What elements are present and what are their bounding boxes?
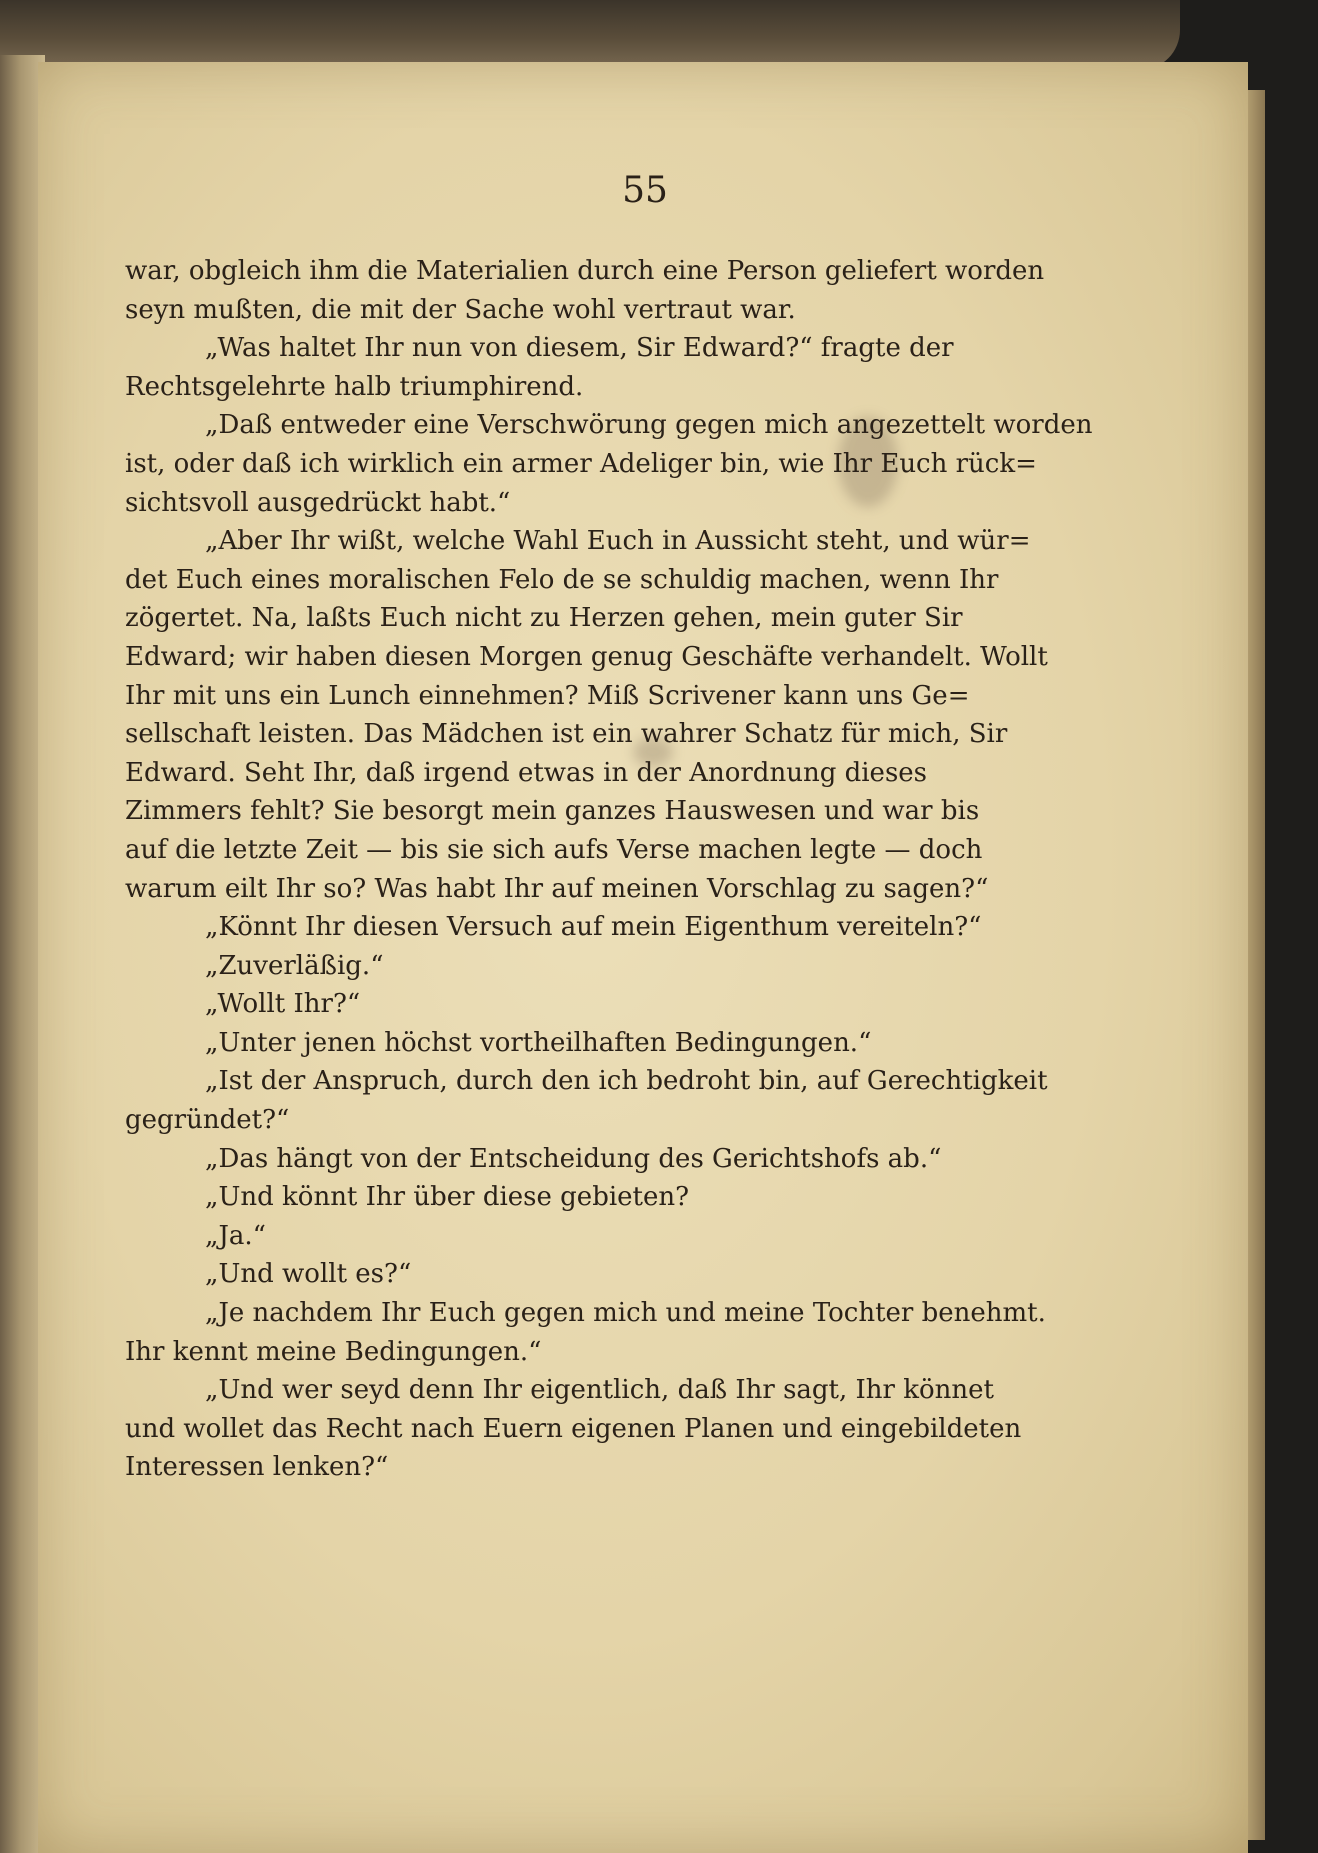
text-line: det Euch eines moralischen Felo de se schuldig machen, wenn Ihr [125, 564, 999, 595]
text-line: gegründet?“ [125, 1105, 290, 1136]
text-line: „Was haltet Ihr nun von diesem, Sir Edward?“ fragte der [205, 333, 954, 364]
text-line: „Daß entweder eine Verschwörung gegen mich angezettelt worden [205, 410, 1093, 441]
page-number: 55 [622, 170, 668, 211]
text-line: „Und wer seyd denn Ihr eigentlich, daß Ihr sagt, Ihr könnet [205, 1375, 994, 1406]
text-line: „Je nachdem Ihr Euch gegen mich und meine Tochter benehmt. [205, 1298, 1046, 1329]
text-line: Rechtsgelehrte halb triumphirend. [125, 371, 584, 402]
text-line: Ihr kennt meine Bedingungen.“ [125, 1336, 542, 1367]
book-top-edge [0, 0, 1180, 70]
text-line: „Ja.“ [205, 1220, 266, 1251]
text-line: „Zuverläßig.“ [205, 950, 384, 981]
text-line: seyn mußten, die mit der Sache wohl vertraut war. [125, 294, 796, 325]
text-line: Interessen lenken?“ [125, 1452, 389, 1483]
text-line: Edward. Seht Ihr, daß irgend etwas in der Anordnung dieses [125, 757, 928, 788]
text-line: Edward; wir haben diesen Morgen genug Geschäfte verhandelt. Wollt [125, 641, 1048, 672]
text-line: „Könnt Ihr diesen Versuch auf mein Eigenthum vereiteln?“ [205, 912, 982, 943]
text-line: Ihr mit uns ein Lunch einnehmen? Miß Scrivener kann uns Ge= [125, 680, 970, 711]
text-line: sichtsvoll ausgedrückt habt.“ [125, 487, 511, 518]
text-line: und wollet das Recht nach Euern eigenen Planen und eingebildeten [125, 1413, 1022, 1444]
text-line: „Aber Ihr wißt, welche Wahl Euch in Aussicht steht, und wür= [205, 526, 1031, 557]
text-line: „Ist der Anspruch, durch den ich bedroht bin, auf Gerechtigkeit [205, 1066, 1048, 1097]
text-line: „Unter jenen höchst vortheilhaften Bedingungen.“ [205, 1027, 872, 1058]
text-line: sellschaft leisten. Das Mädchen ist ein wahrer Schatz für mich, Sir [125, 719, 1008, 750]
text-line: zögertet. Na, laßts Euch nicht zu Herzen gehen, mein guter Sir [125, 603, 963, 634]
text-line: warum eilt Ihr so? Was habt Ihr auf meinen Vorschlag zu sagen?“ [125, 873, 989, 904]
text-line: Zimmers fehlt? Sie besorgt mein ganzes Hauswesen und war bis [125, 796, 980, 827]
text-line: auf die letzte Zeit — bis sie sich aufs Verse machen legte — doch [125, 834, 983, 865]
text-line: „Und könnt Ihr über diese gebieten? [205, 1182, 690, 1213]
text-line: ist, oder daß ich wirklich ein armer Adeliger bin, wie Ihr Euch rück= [125, 448, 1037, 479]
body-text [125, 252, 1125, 1487]
text-line: „Das hängt von der Entscheidung des Gerichtshofs ab.“ [205, 1143, 942, 1174]
text-line: war, obgleich ihm die Materialien durch eine Person geliefert worden [125, 256, 1045, 286]
text-line: „Und wollt es?“ [205, 1259, 412, 1290]
text-line: „Wollt Ihr?“ [205, 989, 361, 1020]
